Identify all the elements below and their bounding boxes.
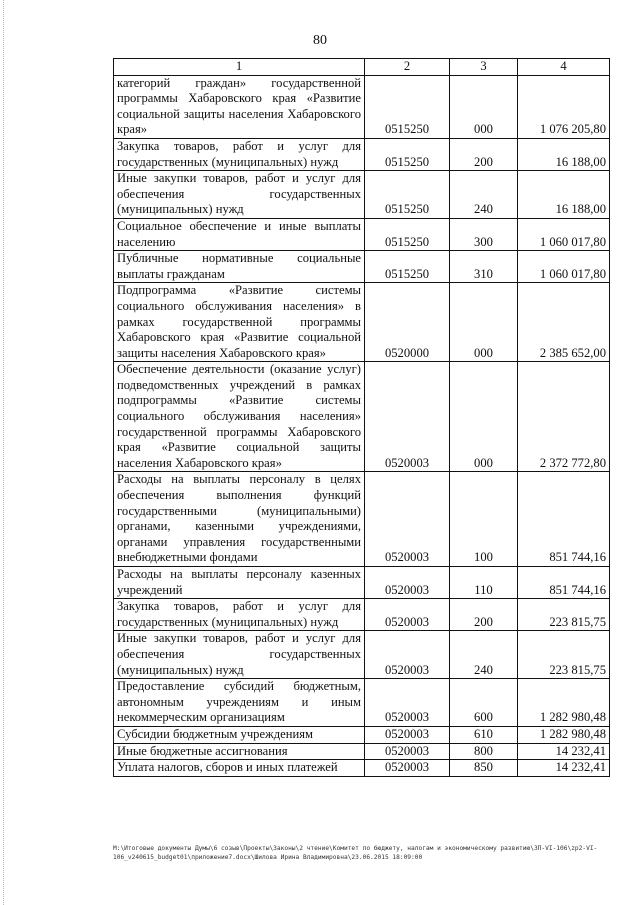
table-row [114, 631, 610, 679]
row-amount-cell: 14 232,41 [518, 743, 610, 760]
table-row [114, 599, 610, 631]
row-code-cell: 0520000 [365, 283, 450, 362]
row-code-cell: 0515250 [365, 251, 450, 283]
binder-edge [3, 0, 6, 905]
row-type-cell: 850 [450, 760, 518, 777]
row-type-cell: 110 [450, 567, 518, 599]
row-amount-cell: 2 385 652,00 [518, 283, 610, 362]
table-row [114, 75, 610, 138]
row-name-cell: Субсидии бюджетным учреждениям [114, 726, 365, 743]
row-type-cell: 600 [450, 679, 518, 727]
row-amount-cell: 223 815,75 [518, 631, 610, 679]
row-amount-cell: 16 188,00 [518, 138, 610, 170]
row-name-cell: категорий граждан» государственной программы Хабаровского края «Развитие социальной защиты населения Хабаровского края» [114, 75, 365, 138]
row-type-cell: 100 [450, 472, 518, 567]
row-name-cell: Предоставление субсидий бюджетным, автономным учреждениям и иным некоммерческим организациям [114, 679, 365, 727]
row-amount-cell: 16 188,00 [518, 171, 610, 219]
page-number: 80 [313, 33, 327, 48]
row-type-cell: 610 [450, 726, 518, 743]
table-row [114, 283, 610, 362]
row-type-cell: 200 [450, 599, 518, 631]
row-type-cell: 240 [450, 631, 518, 679]
table-row [114, 362, 610, 472]
row-name-cell: Закупка товаров, работ и услуг для государственных (муниципальных) нужд [114, 599, 365, 631]
row-type-cell: 000 [450, 283, 518, 362]
row-code-cell: 0515250 [365, 75, 450, 138]
table-header-row [114, 59, 610, 76]
column-header-1: 1 [114, 59, 365, 76]
table-row [114, 679, 610, 727]
row-name-cell: Социальное обеспечение и иные выплаты населению [114, 218, 365, 250]
row-name-cell: Иные бюджетные ассигнования [114, 743, 365, 760]
budget-table [113, 58, 610, 777]
column-header-2: 2 [365, 59, 450, 76]
row-amount-cell: 1 282 980,48 [518, 726, 610, 743]
row-code-cell: 0515250 [365, 138, 450, 170]
row-amount-cell: 223 815,75 [518, 599, 610, 631]
row-name-cell: Обеспечение деятельности (оказание услуг) подведомственных учреждений в рамках подпрограммы «Развитие системы социального обслуживания населения» государственной программы Хабаровского края «Развитие социальной защиты населения Хабаровского края» [114, 362, 365, 472]
table-row [114, 138, 610, 170]
table-row [114, 472, 610, 567]
table-row [114, 760, 610, 777]
column-header-3: 3 [450, 59, 518, 76]
row-type-cell: 200 [450, 138, 518, 170]
row-code-cell: 0520003 [365, 472, 450, 567]
row-type-cell: 800 [450, 743, 518, 760]
row-name-cell: Иные закупки товаров, работ и услуг для обеспечения государственных (муниципальных) нужд [114, 631, 365, 679]
row-name-cell: Иные закупки товаров, работ и услуг для обеспечения государственных (муниципальных) нужд [114, 171, 365, 219]
row-name-cell: Публичные нормативные социальные выплаты гражданам [114, 251, 365, 283]
row-code-cell: 0520003 [365, 760, 450, 777]
table-row [114, 251, 610, 283]
footer-path-line-1: M:\Итоговые документы Думы\6 созыв\Проекты\Законы\2 чтение\Комитет по бюджету, налогам и экономическому развитию\ЗП-VI-106\zp2-VI- [113, 845, 598, 852]
row-amount-cell: 1 076 205,80 [518, 75, 610, 138]
row-amount-cell: 1 060 017,80 [518, 251, 610, 283]
row-code-cell: 0520003 [365, 743, 450, 760]
table-row [114, 567, 610, 599]
row-name-cell: Расходы на выплаты персоналу казенных учреждений [114, 567, 365, 599]
row-amount-cell: 851 744,16 [518, 567, 610, 599]
row-type-cell: 310 [450, 251, 518, 283]
row-code-cell: 0520003 [365, 726, 450, 743]
row-code-cell: 0520003 [365, 631, 450, 679]
row-type-cell: 000 [450, 75, 518, 138]
table-row [114, 218, 610, 250]
row-code-cell: 0520003 [365, 599, 450, 631]
row-type-cell: 240 [450, 171, 518, 219]
row-code-cell: 0515250 [365, 218, 450, 250]
row-name-cell: Подпрограмма «Развитие системы социального обслуживания населения» в рамках государственной программы Хабаровского края «Развитие социальной защиты населения Хабаровского края» [114, 283, 365, 362]
row-code-cell: 0515250 [365, 171, 450, 219]
row-amount-cell: 851 744,16 [518, 472, 610, 567]
row-amount-cell: 1 060 017,80 [518, 218, 610, 250]
row-type-cell: 300 [450, 218, 518, 250]
column-header-4: 4 [518, 59, 610, 76]
row-code-cell: 0520003 [365, 362, 450, 472]
file-path-footer [113, 844, 613, 862]
row-code-cell: 0520003 [365, 679, 450, 727]
row-amount-cell: 2 372 772,80 [518, 362, 610, 472]
row-code-cell: 0520003 [365, 567, 450, 599]
table-row [114, 743, 610, 760]
row-name-cell: Расходы на выплаты персоналу в целях обеспечения выполнения функций государственными (муниципальными) органами, казенными учреждениями, органами управления государственными внебюджетными фондами [114, 472, 365, 567]
table-row [114, 726, 610, 743]
table-row [114, 171, 610, 219]
row-amount-cell: 1 282 980,48 [518, 679, 610, 727]
row-name-cell: Закупка товаров, работ и услуг для государственных (муниципальных) нужд [114, 138, 365, 170]
row-name-cell: Уплата налогов, сборов и иных платежей [114, 760, 365, 777]
row-amount-cell: 14 232,41 [518, 760, 610, 777]
footer-path-line-2: 106_v240615_budget01\приложение7.docx\Шилова Ирина Владимировна\23.06.2015 18:09:00 [113, 854, 423, 861]
row-type-cell: 000 [450, 362, 518, 472]
